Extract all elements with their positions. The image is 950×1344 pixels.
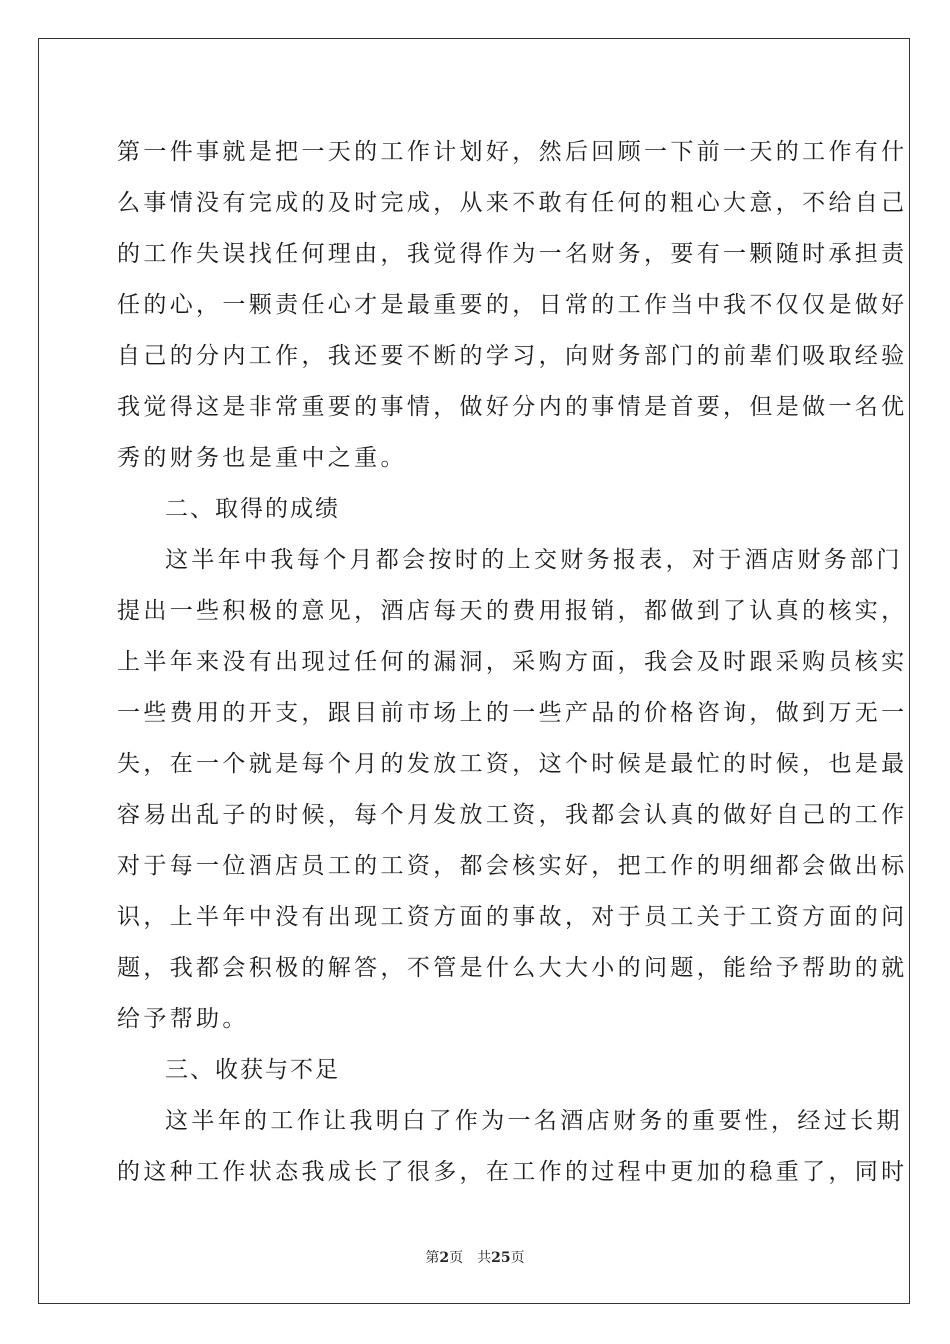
paragraph-1-line-5: 自己的分内工作，我还要不断的学习，向财务部门的前辈们吸取经验 <box>117 343 908 369</box>
total-prefix: 共 <box>477 1250 492 1266</box>
paragraph-2-line-6: 容易出乱子的时候，每个月发放工资，我都会认真的做好自己的工作 <box>117 802 908 828</box>
paragraph-1-line-1: 第一件事就是把一天的工作计划好，然后回顾一下前一天的工作有什 <box>117 139 908 165</box>
paragraph-2-line-3: 上半年来没有出现过任何的漏洞，采购方面，我会及时跟采购员核实 <box>117 649 908 675</box>
page-prefix: 第 <box>425 1250 440 1266</box>
paragraph-2-line-9: 题，我都会积极的解答，不管是什么大大小的问题，能给予帮助的就 <box>117 955 908 981</box>
total-suffix: 页 <box>510 1250 525 1266</box>
section-heading-achievements: 二、取得的成绩 <box>165 496 340 522</box>
paragraph-1-line-3: 的工作失误找任何理由，我觉得作为一名财务，要有一颗随时承担责 <box>117 241 908 267</box>
paragraph-2-line-7: 对于每一位酒店员工的工资，都会核实好，把工作的明细都会做出标 <box>117 853 908 879</box>
paragraph-3-line-1: 这半年的工作让我明白了作为一名酒店财务的重要性，经过长期 <box>165 1108 903 1134</box>
section-heading-gains-shortcomings: 三、收获与不足 <box>165 1057 340 1083</box>
page-footer <box>0 1247 950 1267</box>
paragraph-1-line-7: 秀的财务也是重中之重。 <box>117 445 407 471</box>
paragraph-1-line-4: 任的心，一颗责任心才是最重要的，日常的工作当中我不仅仅是做好 <box>117 292 908 318</box>
paragraph-2-line-5: 失，在一个就是每个月的发放工资，这个时候是最忙的时候，也是最 <box>117 751 908 777</box>
total-pages: 25 <box>491 1250 511 1266</box>
paragraph-1-line-6: 我觉得这是非常重要的事情，做好分内的事情是首要，但是做一名优 <box>117 394 908 420</box>
paragraph-2-line-2: 提出一些积极的意见，酒店每天的费用报销，都做到了认真的核实， <box>117 598 908 624</box>
paragraph-2-line-10: 给予帮助。 <box>117 1006 249 1032</box>
paragraph-1-line-2: 么事情没有完成的及时完成，从来不敢有任何的粗心大意，不给自己 <box>117 190 908 216</box>
page-suffix: 页 <box>449 1250 464 1266</box>
paragraph-3-line-2: 的这种工作状态我成长了很多，在工作的过程中更加的稳重了，同时 <box>117 1159 908 1185</box>
paragraph-2-line-4: 一些费用的开支，跟目前市场上的一些产品的价格咨询，做到万无一 <box>117 700 908 726</box>
page-number: 2 <box>439 1250 450 1266</box>
paragraph-2-line-1: 这半年中我每个月都会按时的上交财务报表，对于酒店财务部门 <box>165 547 903 573</box>
document-body <box>117 127 908 1198</box>
paragraph-2-line-8: 识，上半年中没有出现工资方面的事故，对于员工关于工资方面的问 <box>117 904 908 930</box>
